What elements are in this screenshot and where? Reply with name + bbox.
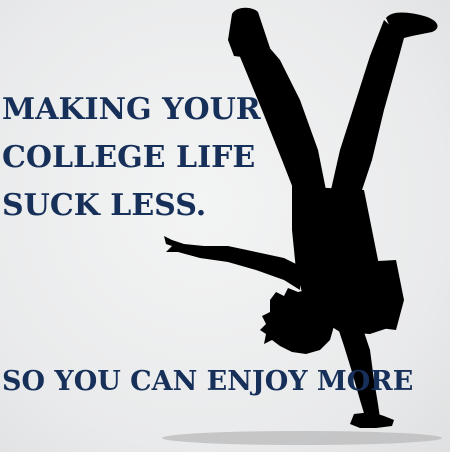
headline-line-1: MAKING YOUR	[2, 92, 261, 127]
left-leg	[238, 46, 326, 196]
headline-line-2: COLLEGE LIFE	[2, 140, 256, 175]
extended-arm	[164, 236, 300, 290]
right-leg	[330, 20, 404, 196]
headline-line-3: SUCK LESS.	[2, 188, 207, 223]
tagline: SO YOU CAN ENJOY MORE	[2, 366, 414, 397]
supporting-hand	[350, 412, 394, 428]
ground-shadow	[162, 431, 442, 445]
